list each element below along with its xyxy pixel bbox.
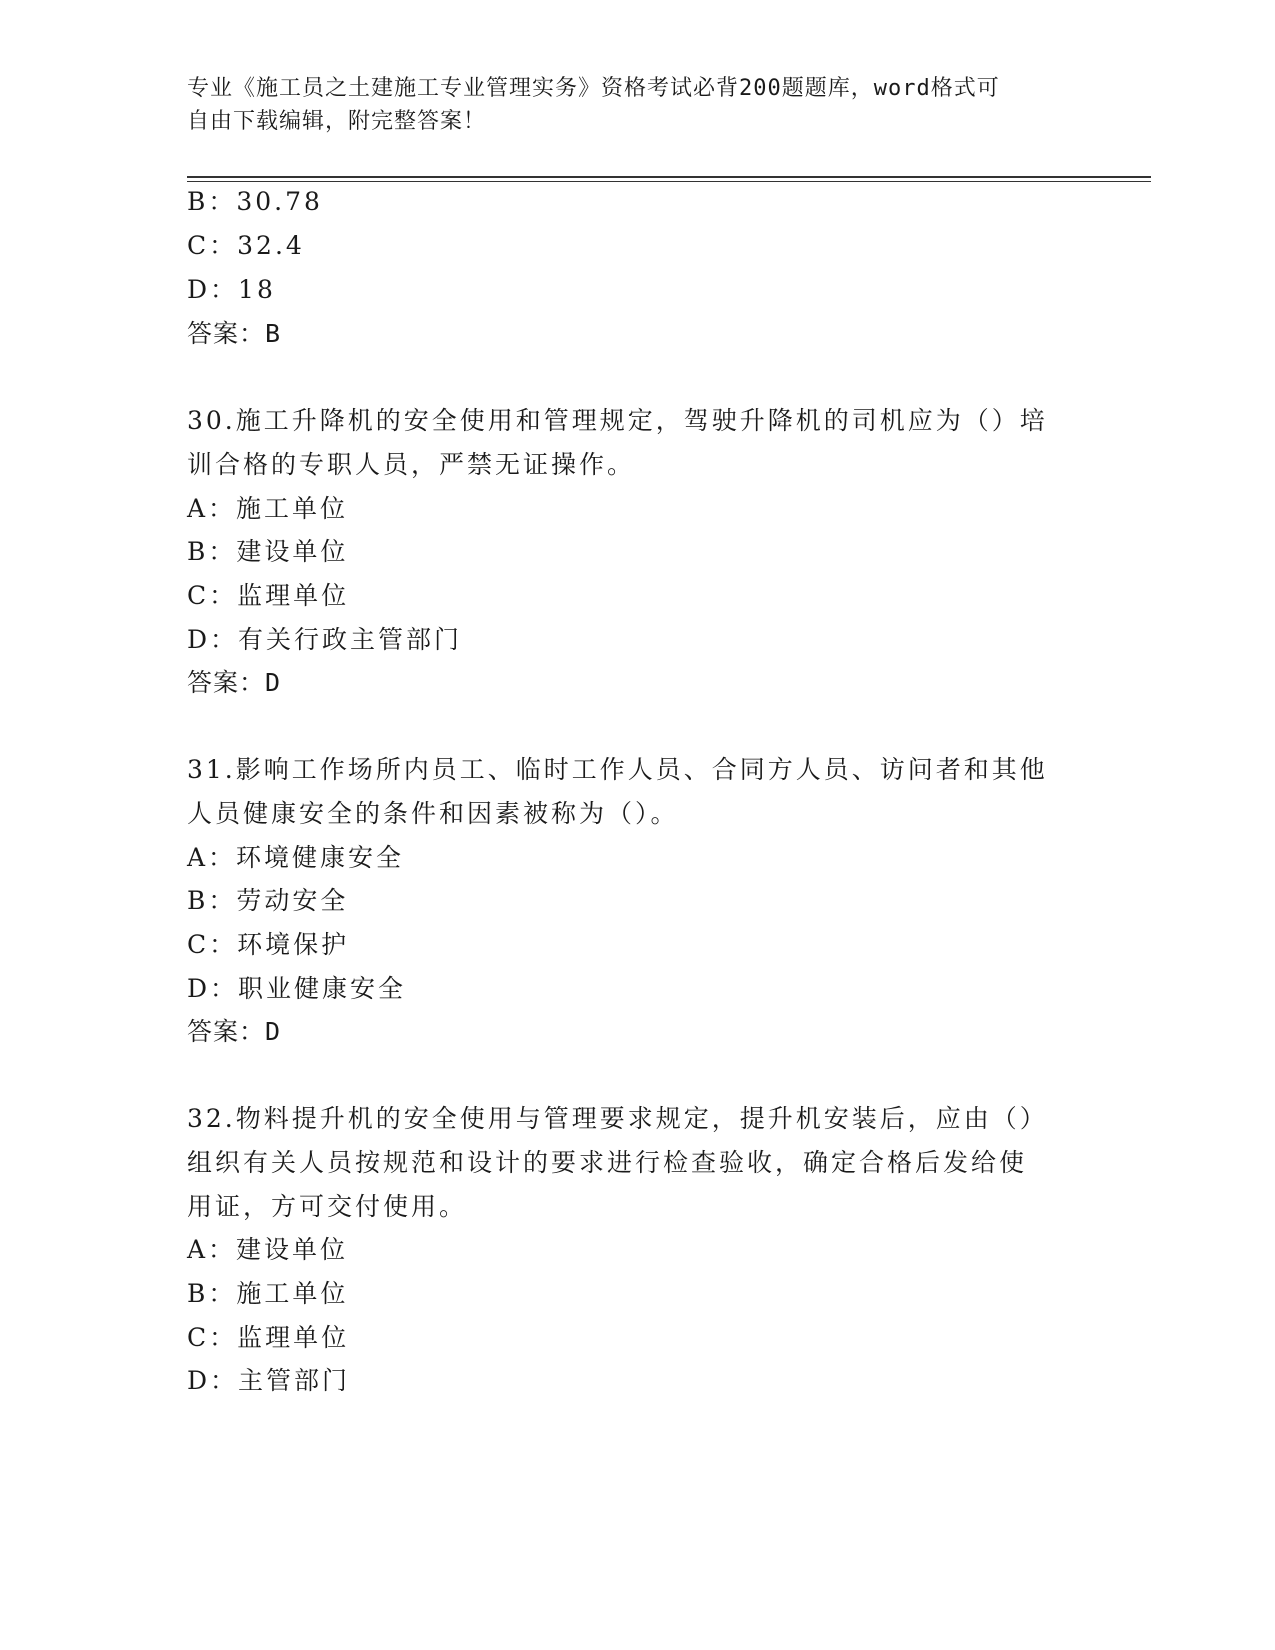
q32-stem-line-1: 32.物料提升机的安全使用与管理要求规定，提升机安装后，应由（） [187,1104,1048,1133]
answer-label: 答案： [187,319,266,348]
answer-value: D [265,668,282,697]
q29-answer [187,317,281,351]
q29-option-b: B：30.78 [187,187,323,216]
q32-option-d: D：主管部门 [187,1366,351,1395]
answer-label: 答案： [187,668,266,697]
q31-option-b: B：劳动安全 [187,886,349,915]
q32-option-a: A：建设单位 [187,1235,349,1264]
q32-stem-line-3: 用证，方可交付使用。 [187,1192,468,1221]
answer-value: D [265,1017,282,1046]
q30-stem-line-1: 30.施工升降机的安全使用和管理规定，驾驶升降机的司机应为（）培 [187,406,1048,435]
q30-option-c: C：监理单位 [187,581,350,610]
q30-option-b: B：建设单位 [187,537,349,566]
q30-answer [187,666,281,700]
q30-option-d: D：有关行政主管部门 [187,625,463,654]
header-line-2: 自由下载编辑，附完整答案！ [187,109,487,134]
q32-option-c: C：监理单位 [187,1323,350,1352]
q31-option-c: C：环境保护 [187,930,350,959]
q29-option-c: C：32.4 [187,231,305,260]
q29-option-d: D：18 [187,275,276,304]
q31-answer [187,1015,281,1049]
q30-stem-line-2: 训合格的专职人员，严禁无证操作。 [187,450,636,479]
q30-option-a: A：施工单位 [187,494,349,523]
q31-option-d: D：职业健康安全 [187,974,407,1003]
header-divider [187,176,1151,182]
q31-stem-line-1: 31.影响工作场所内员工、临时工作人员、合同方人员、访问者和其他 [187,755,1048,784]
answer-value: B [265,319,282,348]
q32-stem-line-2: 组织有关人员按规范和设计的要求进行检查验收，确定合格后发给使 [187,1148,1028,1177]
document-header [187,72,1067,138]
q31-option-a: A：环境健康安全 [187,843,405,872]
q32-option-b: B：施工单位 [187,1279,349,1308]
q31-stem-line-2: 人员健康安全的条件和因素被称为（）。 [187,799,679,828]
header-line-1: 专业《施工员之土建施工专业管理实务》资格考试必背200题题库，word格式可 [187,76,1000,101]
answer-label: 答案： [187,1017,266,1046]
